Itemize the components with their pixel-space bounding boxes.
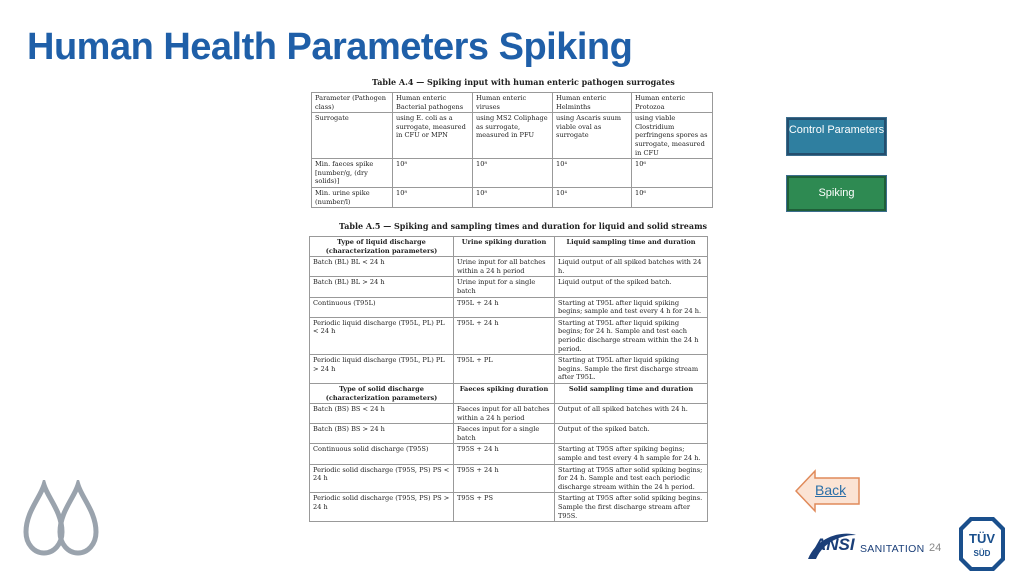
table-row	[310, 317, 708, 354]
table-cell: 10⁸	[393, 187, 473, 207]
table-row	[310, 257, 708, 277]
tuv-text: TÜV	[969, 531, 995, 546]
table-cell: Human enteric Bacterial pathogens	[393, 93, 473, 113]
table-cell: T95S + 24 h	[454, 464, 555, 493]
table-cell: 10⁴	[553, 187, 632, 207]
table-cell: 10⁶	[632, 159, 713, 188]
table-cell: Output of all spiked batches with 24 h.	[555, 404, 708, 424]
table-row	[310, 424, 708, 444]
table-cell: Min. faeces spike [number/g, (dry solids)]	[312, 159, 393, 188]
table-cell: Periodic liquid discharge (T95L, PL) PL > 24 h	[310, 355, 454, 384]
table-a4	[311, 92, 713, 208]
table-cell: T95S + PS	[454, 493, 555, 522]
ansi-sanitation-logo	[806, 529, 924, 569]
table-cell: Starting at T95L after liquid spiking begins; sample and test every 4 h for 24 h.	[555, 297, 708, 317]
table-cell: 10⁸	[393, 159, 473, 188]
spiking-label: Spiking	[818, 187, 855, 199]
table-cell: Parameter (Pathogen class)	[312, 93, 393, 113]
table-cell: Faeces input for all batches within a 24 h period	[454, 404, 555, 424]
table-header-cell: Urine spiking duration	[454, 237, 555, 257]
table-cell: Starting at T95S after spiking begins; sample and test every 4 h sample for 24 h.	[555, 444, 708, 464]
table-cell: Surrogate	[312, 113, 393, 159]
table-cell: Periodic solid discharge (T95S, PS) PS < 24 h	[310, 464, 454, 493]
table-cell: using MS2 Coliphage as surrogate, measured in PFU	[473, 113, 553, 159]
table-cell: T95L + 24 h	[454, 297, 555, 317]
table-cell: Batch (BS) BS < 24 h	[310, 404, 454, 424]
sanitation-text: SANITATION	[860, 543, 925, 555]
table-header-cell: Faeces spiking duration	[454, 383, 555, 403]
page-title: Human Health Parameters Spiking	[27, 26, 633, 68]
table-cell: 10⁸	[473, 187, 553, 207]
table-row	[310, 404, 708, 424]
table-cell: Urine input for all batches within a 24 h period	[454, 257, 555, 277]
table-cell: Batch (BS) BS > 24 h	[310, 424, 454, 444]
table-cell: Continuous solid discharge (T95S)	[310, 444, 454, 464]
water-drops-icon	[22, 480, 102, 560]
table-cell: Human enteric Protozoa	[632, 93, 713, 113]
table-cell: Batch (BL) BL > 24 h	[310, 277, 454, 297]
control-parameters-button[interactable]	[787, 118, 886, 155]
table-cell: using viable Clostridium perfringens spores as surrogate, measured in CFU	[632, 113, 713, 159]
table-cell: Starting at T95S after solid spiking begins; for 24 h. Sample and test each periodic discharge stream within the 24 h period.	[555, 464, 708, 493]
table-cell: Human enteric Helminths	[553, 93, 632, 113]
table-a5-caption: Table A.5 — Spiking and sampling times and duration for liquid and solid streams	[339, 221, 708, 231]
table-header-cell: Type of solid discharge (characterization parameters)	[310, 383, 454, 403]
table-cell: using E. coli as a surrogate, measured in CFU or MPN	[393, 113, 473, 159]
table-header-cell: Type of liquid discharge (characterization parameters)	[310, 237, 454, 257]
control-parameters-label: Control Parameters	[788, 124, 885, 136]
table-cell: Batch (BL) BL < 24 h	[310, 257, 454, 277]
table-cell: 10⁸	[473, 159, 553, 188]
table-cell: Output of the spiked batch.	[555, 424, 708, 444]
back-button[interactable]	[795, 469, 861, 513]
table-row	[310, 464, 708, 493]
table-a5	[309, 236, 708, 522]
back-label: Back	[815, 482, 847, 498]
table-row	[310, 277, 708, 297]
ansi-text: ANSI	[814, 535, 855, 554]
table-cell: Starting at T95S after solid spiking begins. Sample the first discharge stream after T95S.	[555, 493, 708, 522]
table-cell: Faeces input for a single batch	[454, 424, 555, 444]
table-cell: T95L + 24 h	[454, 317, 555, 354]
page-number: 24	[929, 542, 942, 554]
table-cell: Continuous (T95L)	[310, 297, 454, 317]
table-row	[312, 187, 713, 207]
table-cell: Starting at T95L after liquid spiking begins; for 24 h. Sample and test each periodic discharge stream within the 24 h period.	[555, 317, 708, 354]
table-cell: Min. urine spike (number/l)	[312, 187, 393, 207]
table-row	[312, 113, 713, 159]
table-row	[310, 493, 708, 522]
table-cell: T95S + 24 h	[454, 444, 555, 464]
table-cell: 10⁴	[553, 159, 632, 188]
table-header-row	[310, 237, 708, 257]
table-cell: 10⁶	[632, 187, 713, 207]
table-cell: Starting at T95L after liquid spiking begins. Sample the first discharge stream after T95L.	[555, 355, 708, 384]
table-row	[310, 444, 708, 464]
table-row	[312, 159, 713, 188]
table-cell: Periodic solid discharge (T95S, PS) PS > 24 h	[310, 493, 454, 522]
table-header-cell: Liquid sampling time and duration	[555, 237, 708, 257]
sud-text: SÜD	[973, 549, 991, 558]
table-a4-caption: Table A.4 — Spiking input with human enteric pathogen surrogates	[372, 77, 675, 87]
spiking-button[interactable]	[787, 176, 886, 211]
table-header-cell: Solid sampling time and duration	[555, 383, 708, 403]
table-header-row	[312, 93, 713, 113]
table-cell: Liquid output of the spiked batch.	[555, 277, 708, 297]
table-header-row	[310, 383, 708, 403]
table-cell: using Ascaris suum viable oval as surrogate	[553, 113, 632, 159]
table-row	[310, 355, 708, 384]
tuv-sud-logo	[958, 516, 1006, 572]
table-row	[310, 297, 708, 317]
table-cell: Human enteric viruses	[473, 93, 553, 113]
table-cell: Urine input for a single batch	[454, 277, 555, 297]
table-cell: Periodic liquid discharge (T95L, PL) PL < 24 h	[310, 317, 454, 354]
table-cell: T95L + PL	[454, 355, 555, 384]
table-cell: Liquid output of all spiked batches with 24 h.	[555, 257, 708, 277]
